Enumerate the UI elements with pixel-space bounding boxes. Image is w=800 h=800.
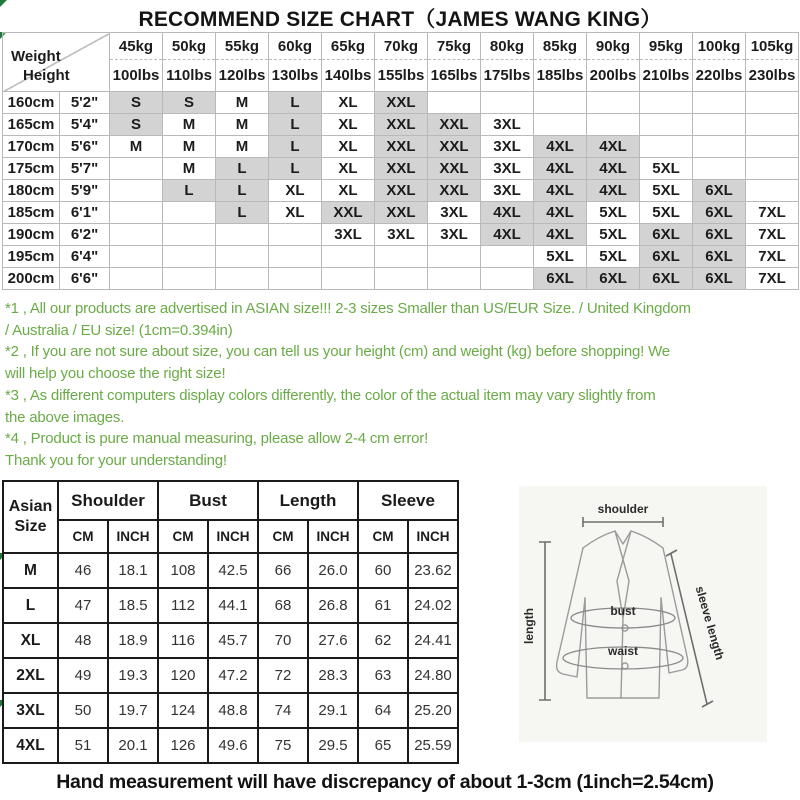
measure-row: [3, 553, 458, 588]
size-cell: [746, 158, 799, 180]
size-cell: 5XL: [640, 202, 693, 224]
measure-value-cell: 72: [258, 658, 308, 693]
shoulder-measure-line: [583, 517, 663, 527]
size-cell: 4XL: [534, 224, 587, 246]
size-cell: [640, 114, 693, 136]
measure-value-cell: 23.62: [408, 553, 458, 588]
weight-kg-header: 65kg: [322, 33, 375, 60]
size-cell: 3XL: [428, 224, 481, 246]
unit-header: INCH: [108, 520, 158, 553]
measure-value-cell: 45.7: [208, 623, 258, 658]
measure-value-cell: 48.8: [208, 693, 258, 728]
size-label-cell: 2XL: [3, 658, 58, 693]
size-cell: [693, 158, 746, 180]
measure-value-cell: 24.02: [408, 588, 458, 623]
size-cell: 6XL: [534, 268, 587, 290]
size-cell: 6XL: [693, 246, 746, 268]
size-cell: [640, 92, 693, 114]
jacket-shoulders: [583, 531, 663, 548]
size-cell: XXL: [375, 114, 428, 136]
size-cell: [163, 268, 216, 290]
size-cell: 3XL: [375, 224, 428, 246]
size-cell: XXL: [375, 158, 428, 180]
size-cell: M: [216, 136, 269, 158]
unit-header: INCH: [308, 520, 358, 553]
page-title: RECOMMEND SIZE CHART（JAMES WANG KING）: [138, 8, 662, 31]
measure-value-cell: 126: [158, 728, 208, 763]
size-cell: L: [269, 136, 322, 158]
corner-weight-label: Weight: [11, 48, 61, 65]
size-cell: XXL: [428, 136, 481, 158]
size-cell: L: [269, 92, 322, 114]
weight-kg-header: 75kg: [428, 33, 481, 60]
size-cell: 5XL: [587, 246, 640, 268]
measure-value-cell: 47.2: [208, 658, 258, 693]
size-cell: 6XL: [640, 246, 693, 268]
height-ft-cell: 5'2": [60, 92, 110, 114]
size-cell: [746, 114, 799, 136]
weight-lbs-header-row: [3, 60, 799, 92]
measure-value-cell: 19.7: [108, 693, 158, 728]
measure-value-cell: 48: [58, 623, 108, 658]
size-cell: 6XL: [587, 268, 640, 290]
weight-lbs-header: 230lbs: [746, 60, 799, 92]
measure-value-cell: 74: [258, 693, 308, 728]
size-label-cell: M: [3, 553, 58, 588]
size-cell: L: [216, 158, 269, 180]
note-line: *4 , Product is pure manual measuring, please allow 2-4 cm error!: [5, 430, 429, 448]
size-cell: [481, 246, 534, 268]
size-label: Size: [14, 518, 47, 535]
size-cell: M: [110, 136, 163, 158]
size-cell: 4XL: [587, 158, 640, 180]
size-cell: XL: [269, 202, 322, 224]
measure-value-cell: 120: [158, 658, 208, 693]
weight-kg-header: 50kg: [163, 33, 216, 60]
note-line: *1 , All our products are advertised in ASIAN size!!! 2-3 sizes Smaller than US/EUR Size. / United Kingdom: [5, 300, 691, 317]
weight-lbs-header: 185lbs: [534, 60, 587, 92]
weight-kg-header: 60kg: [269, 33, 322, 60]
size-cell: 3XL: [428, 202, 481, 224]
height-ft-cell: 5'4": [60, 114, 110, 136]
height-ft-cell: 6'1": [60, 202, 110, 224]
size-cell: 3XL: [481, 136, 534, 158]
asian-label: Asian: [8, 498, 53, 515]
height-cm-cell: 160cm: [3, 92, 60, 114]
size-cell: XXL: [428, 114, 481, 136]
size-cell: [269, 246, 322, 268]
measure-value-cell: 64: [358, 693, 408, 728]
measure-value-cell: 26.0: [308, 553, 358, 588]
measure-value-cell: 28.3: [308, 658, 358, 693]
size-cell: XL: [322, 92, 375, 114]
size-cell: 7XL: [746, 224, 799, 246]
size-cell: XXL: [375, 180, 428, 202]
size-cell: XL: [322, 114, 375, 136]
height-ft-cell: 6'4": [60, 246, 110, 268]
size-cell: L: [163, 180, 216, 202]
size-cell: 4XL: [481, 202, 534, 224]
measure-value-cell: 18.5: [108, 588, 158, 623]
size-cell: 4XL: [534, 136, 587, 158]
measure-value-cell: 29.1: [308, 693, 358, 728]
size-cell: [693, 136, 746, 158]
size-cell: 3XL: [481, 180, 534, 202]
size-cell: 3XL: [481, 158, 534, 180]
size-cell: M: [163, 158, 216, 180]
measure-value-cell: 49.6: [208, 728, 258, 763]
height-cm-cell: 165cm: [3, 114, 60, 136]
size-cell: XXL: [375, 202, 428, 224]
size-cell: [428, 268, 481, 290]
size-cell: [693, 114, 746, 136]
height-ft-cell: 5'9": [60, 180, 110, 202]
measure-value-cell: 18.1: [108, 553, 158, 588]
note-line: / Australia / EU size! (1cm=0.394in): [5, 321, 233, 339]
measure-value-cell: 62: [358, 623, 408, 658]
size-cell: XXL: [375, 92, 428, 114]
size-cell: S: [163, 92, 216, 114]
size-cell: 6XL: [693, 268, 746, 290]
weight-lbs-header: 165lbs: [428, 60, 481, 92]
unit-header: CM: [358, 520, 408, 553]
weight-lbs-header: 140lbs: [322, 60, 375, 92]
measure-value-cell: 24.41: [408, 623, 458, 658]
measure-value-cell: 47: [58, 588, 108, 623]
height-cm-cell: 195cm: [3, 246, 60, 268]
jacket-button: [622, 663, 628, 669]
size-cell: L: [269, 114, 322, 136]
height-cm-cell: 180cm: [3, 180, 60, 202]
measure-value-cell: 50: [58, 693, 108, 728]
size-cell: 6XL: [640, 268, 693, 290]
size-cell: [110, 246, 163, 268]
measure-value-cell: 61: [358, 588, 408, 623]
size-cell: [163, 202, 216, 224]
weight-lbs-header: 220lbs: [693, 60, 746, 92]
bust-label: bust: [610, 604, 636, 618]
size-label-cell: XL: [3, 623, 58, 658]
measure-value-cell: 26.8: [308, 588, 358, 623]
note-line: *2 , If you are not sure about size, you can tell us your height (cm) and weight (kg) before shopping! We: [5, 343, 670, 361]
group-header-bust: Bust: [158, 481, 258, 520]
measure-value-cell: 42.5: [208, 553, 258, 588]
unit-header: CM: [58, 520, 108, 553]
height-row: [3, 180, 799, 202]
size-cell: [534, 114, 587, 136]
weight-lbs-header: 175lbs: [481, 60, 534, 92]
group-header-shoulder: Shoulder: [58, 481, 158, 520]
height-row: [3, 224, 799, 246]
size-cell: L: [216, 202, 269, 224]
measure-value-cell: 116: [158, 623, 208, 658]
size-cell: [587, 92, 640, 114]
measure-value-cell: 68: [258, 588, 308, 623]
size-cell: XXL: [428, 158, 481, 180]
unit-header: INCH: [208, 520, 258, 553]
weight-kg-header: 70kg: [375, 33, 428, 60]
measure-value-cell: 29.5: [308, 728, 358, 763]
unit-header: INCH: [408, 520, 458, 553]
weight-height-corner-cell: [3, 33, 110, 92]
measure-value-cell: 65: [358, 728, 408, 763]
measure-value-cell: 60: [358, 553, 408, 588]
size-cell: 3XL: [481, 114, 534, 136]
weight-lbs-header: 130lbs: [269, 60, 322, 92]
height-row: [3, 158, 799, 180]
height-row: [3, 268, 799, 290]
note-line: will help you choose the right size!: [5, 365, 226, 383]
size-cell: S: [110, 114, 163, 136]
size-cell: 4XL: [587, 136, 640, 158]
size-cell: 4XL: [534, 202, 587, 224]
height-row: [3, 92, 799, 114]
footer-note: Hand measurement will have discrepancy of about 1-3cm (1inch=2.54cm): [56, 771, 714, 793]
group-header-length: Length: [258, 481, 358, 520]
measure-value-cell: 25.59: [408, 728, 458, 763]
size-cell: [322, 246, 375, 268]
size-cell: [110, 180, 163, 202]
corner-height-label: Height: [23, 67, 70, 84]
size-cell: XXL: [322, 202, 375, 224]
height-row: [3, 202, 799, 224]
size-cell: [269, 224, 322, 246]
weight-kg-header: 100kg: [693, 33, 746, 60]
size-cell: XL: [322, 136, 375, 158]
measure-row: [3, 728, 458, 763]
size-label-cell: 4XL: [3, 728, 58, 763]
measure-row: [3, 658, 458, 693]
size-cell: 7XL: [746, 202, 799, 224]
size-cell: [110, 268, 163, 290]
size-cell: XXL: [428, 180, 481, 202]
size-label-cell: L: [3, 588, 58, 623]
measure-value-cell: 18.9: [108, 623, 158, 658]
size-cell: [163, 246, 216, 268]
height-ft-cell: 6'2": [60, 224, 110, 246]
size-cell: [110, 202, 163, 224]
weight-kg-header: 45kg: [110, 33, 163, 60]
measure-value-cell: 70: [258, 623, 308, 658]
unit-header-row: [3, 520, 458, 553]
weight-kg-header-row: [3, 33, 799, 60]
size-cell: [163, 224, 216, 246]
size-cell: [481, 92, 534, 114]
size-cell: [269, 268, 322, 290]
asian-size-corner-cell: [3, 481, 58, 553]
height-row: [3, 246, 799, 268]
group-header-sleeve: Sleeve: [358, 481, 458, 520]
size-cell: 6XL: [693, 202, 746, 224]
size-cell: XL: [322, 180, 375, 202]
measure-value-cell: 44.1: [208, 588, 258, 623]
size-cell: L: [216, 180, 269, 202]
jacket-measure-diagram: [519, 486, 767, 742]
size-cell: 5XL: [534, 246, 587, 268]
measure-value-cell: 49: [58, 658, 108, 693]
note-line: the above images.: [5, 408, 125, 426]
weight-kg-header: 55kg: [216, 33, 269, 60]
height-ft-cell: 6'6": [60, 268, 110, 290]
length-measure-line: [539, 542, 551, 700]
size-cell: XXL: [375, 136, 428, 158]
size-cell: [216, 268, 269, 290]
weight-lbs-header: 110lbs: [163, 60, 216, 92]
size-cell: M: [163, 136, 216, 158]
weight-lbs-header: 200lbs: [587, 60, 640, 92]
measure-value-cell: 27.6: [308, 623, 358, 658]
size-cell: [110, 224, 163, 246]
size-cell: 4XL: [534, 158, 587, 180]
size-cell: 6XL: [640, 224, 693, 246]
weight-lbs-header: 210lbs: [640, 60, 693, 92]
size-cell: 5XL: [640, 158, 693, 180]
measure-value-cell: 124: [158, 693, 208, 728]
height-cm-cell: 185cm: [3, 202, 60, 224]
size-cell: [534, 92, 587, 114]
measure-group-header-row: [3, 481, 458, 520]
weight-kg-header: 90kg: [587, 33, 640, 60]
size-cell: XL: [322, 158, 375, 180]
size-cell: L: [269, 158, 322, 180]
height-row: [3, 114, 799, 136]
height-ft-cell: 5'6": [60, 136, 110, 158]
jacket-drawing: [519, 486, 767, 742]
waist-label: waist: [607, 644, 639, 658]
measure-row: [3, 693, 458, 728]
note-line: Thank you for your understanding!: [5, 451, 227, 469]
measure-value-cell: 51: [58, 728, 108, 763]
size-cell: 3XL: [322, 224, 375, 246]
shoulder-label: shoulder: [597, 502, 649, 516]
measure-value-cell: 63: [358, 658, 408, 693]
size-cell: [746, 136, 799, 158]
size-cell: 5XL: [587, 202, 640, 224]
size-cell: 5XL: [640, 180, 693, 202]
size-cell: [428, 92, 481, 114]
size-cell: [587, 114, 640, 136]
notes-block: [5, 298, 797, 472]
measure-value-cell: 24.80: [408, 658, 458, 693]
measure-value-cell: 46: [58, 553, 108, 588]
size-cell: [746, 180, 799, 202]
length-label: length: [522, 608, 536, 644]
weight-lbs-header: 155lbs: [375, 60, 428, 92]
weight-kg-header: 105kg: [746, 33, 799, 60]
height-cm-cell: 190cm: [3, 224, 60, 246]
size-cell: [640, 136, 693, 158]
size-cell: S: [110, 92, 163, 114]
measure-value-cell: 66: [258, 553, 308, 588]
measure-value-cell: 112: [158, 588, 208, 623]
height-cm-cell: 200cm: [3, 268, 60, 290]
unit-header: CM: [258, 520, 308, 553]
size-cell: [216, 224, 269, 246]
size-cell: 7XL: [746, 268, 799, 290]
size-cell: [375, 246, 428, 268]
weight-lbs-header: 120lbs: [216, 60, 269, 92]
size-cell: [481, 268, 534, 290]
size-cell: [375, 268, 428, 290]
size-cell: 7XL: [746, 246, 799, 268]
weight-kg-header: 95kg: [640, 33, 693, 60]
measure-value-cell: 25.20: [408, 693, 458, 728]
measure-value-cell: 75: [258, 728, 308, 763]
measure-row: [3, 588, 458, 623]
size-cell: M: [163, 114, 216, 136]
height-cm-cell: 175cm: [3, 158, 60, 180]
weight-lbs-header: 100lbs: [110, 60, 163, 92]
unit-header: CM: [158, 520, 208, 553]
measurement-table: [2, 480, 459, 764]
size-cell: [322, 268, 375, 290]
size-cell: [746, 92, 799, 114]
size-cell: 5XL: [587, 224, 640, 246]
recommend-size-table: [2, 32, 799, 290]
height-ft-cell: 5'7": [60, 158, 110, 180]
size-cell: 4XL: [587, 180, 640, 202]
size-cell: 4XL: [534, 180, 587, 202]
measure-value-cell: 108: [158, 553, 208, 588]
note-line: *3 , As different computers display colors differently, the color of the actual item may vary slightly from: [5, 386, 656, 404]
size-cell: [110, 158, 163, 180]
sleeve-length-label: sleeve length: [692, 584, 728, 662]
weight-kg-header: 85kg: [534, 33, 587, 60]
size-cell: [216, 246, 269, 268]
size-cell: [693, 92, 746, 114]
size-cell: XL: [269, 180, 322, 202]
weight-kg-header: 80kg: [481, 33, 534, 60]
size-cell: 6XL: [693, 224, 746, 246]
measure-value-cell: 19.3: [108, 658, 158, 693]
size-cell: 4XL: [481, 224, 534, 246]
height-row: [3, 136, 799, 158]
height-cm-cell: 170cm: [3, 136, 60, 158]
size-cell: [428, 246, 481, 268]
size-cell: 6XL: [693, 180, 746, 202]
size-label-cell: 3XL: [3, 693, 58, 728]
measure-value-cell: 20.1: [108, 728, 158, 763]
size-cell: M: [216, 92, 269, 114]
measure-row: [3, 623, 458, 658]
size-cell: M: [216, 114, 269, 136]
